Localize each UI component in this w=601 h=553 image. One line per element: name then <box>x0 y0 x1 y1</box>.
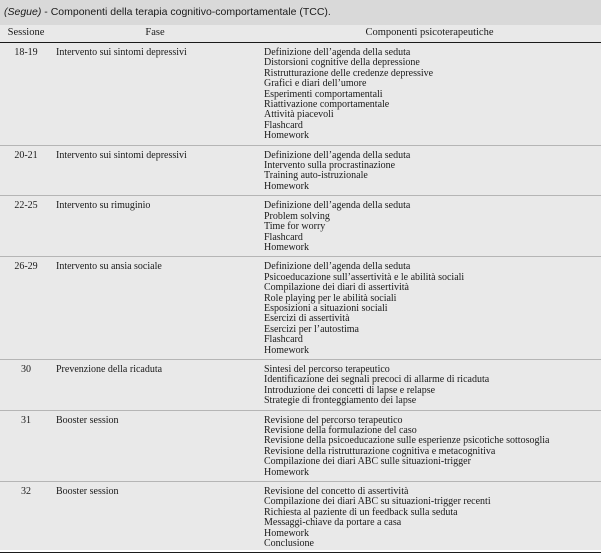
components-cell <box>258 410 601 481</box>
component-item: Definizione dell’agenda della seduta <box>264 200 411 212</box>
header-sessions: Sessione <box>0 25 52 43</box>
table-caption <box>0 0 601 25</box>
component-item: Homework <box>264 527 309 539</box>
component-item: Definizione dell’agenda della seduta <box>264 261 411 273</box>
session-cell: 30 <box>0 359 52 410</box>
component-item: Compilazione dei diari di assertività <box>264 282 409 294</box>
component-item: Intervento sulla procrastinazione <box>264 160 396 172</box>
components-cell <box>258 43 601 146</box>
component-item: Esperimenti comportamentali <box>264 88 383 100</box>
component-item: Ristrutturazione delle credenze depressive <box>264 67 434 79</box>
component-item: Psicoeducazione sull’assertività e le abilità sociali <box>264 271 465 283</box>
phase-cell: Intervento su ansia sociale <box>52 257 258 360</box>
phase-cell: Intervento sui sintomi depressivi <box>52 145 258 196</box>
phase-cell: Intervento sui sintomi depressivi <box>52 43 258 146</box>
table-row <box>0 43 601 146</box>
table-row <box>0 482 601 553</box>
components-cell <box>258 257 601 360</box>
components-cell <box>258 145 601 196</box>
component-item: Homework <box>264 241 309 253</box>
component-item: Homework <box>264 344 309 356</box>
phase-cell: Intervento su rimuginio <box>52 196 258 257</box>
component-item: Conclusione <box>264 538 314 550</box>
table-body <box>0 43 601 553</box>
component-item: Problem solving <box>264 210 330 222</box>
component-item: Homework <box>264 180 309 192</box>
table-row <box>0 410 601 481</box>
component-item: Time for worry <box>264 221 326 233</box>
component-item: Compilazione dei diari ABC sulle situazioni-trigger <box>264 456 471 468</box>
component-item: Homework <box>264 466 309 478</box>
components-cell <box>258 359 601 410</box>
table-header-row <box>0 25 601 43</box>
component-item: Homework <box>264 130 309 142</box>
component-item: Esercizi di assertività <box>264 313 350 325</box>
component-item: Revisione del concetto di assertività <box>264 486 409 498</box>
component-item: Definizione dell’agenda della seduta <box>264 149 411 161</box>
session-cell: 26-29 <box>0 257 52 360</box>
component-item: Introduzione dei concetti di lapse e relapse <box>264 384 436 396</box>
session-cell: 18-19 <box>0 43 52 146</box>
component-item: Messaggi-chiave da portare a casa <box>264 517 402 529</box>
component-item: Definizione dell’agenda della seduta <box>264 47 411 58</box>
phase-cell: Prevenzione della ricaduta <box>52 359 258 410</box>
session-cell: 32 <box>0 482 52 553</box>
component-item: Revisione della ristrutturazione cognitiva e metacognitiva <box>264 445 496 457</box>
phase-cell: Booster session <box>52 482 258 553</box>
component-item: Revisione del percorso terapeutico <box>264 414 403 426</box>
component-item: Richiesta al paziente di un feedback sulla seduta <box>264 506 458 518</box>
component-item: Compilazione dei diari ABC su situazioni-trigger recenti <box>264 496 491 508</box>
table-row <box>0 196 601 257</box>
phase-cell: Booster session <box>52 410 258 481</box>
component-item: Training auto-istruzionale <box>264 170 368 182</box>
component-item: Attività piacevoli <box>264 109 334 121</box>
component-item: Identificazione dei segnali precoci di allarme di ricaduta <box>264 374 490 386</box>
component-item: Flashcard <box>264 231 303 243</box>
component-item: Strategie di fronteggiamento dei lapse <box>264 395 417 407</box>
table-row <box>0 145 601 196</box>
caption-title: - Componenti della terapia cognitivo-comportamentale (TCC). <box>41 6 331 18</box>
header-components: Componenti psicoterapeutiche <box>258 25 601 43</box>
component-item: Revisione della psicoeducazione sulle esperienze psicotiche sottosoglia <box>264 435 550 447</box>
caption-prefix: (Segue) <box>4 6 42 18</box>
session-cell: 31 <box>0 410 52 481</box>
header-phase: Fase <box>52 25 258 43</box>
session-cell: 20-21 <box>0 145 52 196</box>
component-item: Role playing per le abilità sociali <box>264 292 397 304</box>
table-row <box>0 359 601 410</box>
component-item: Flashcard <box>264 334 303 346</box>
component-item: Esposizioni a situazioni sociali <box>264 302 388 314</box>
table-row <box>0 257 601 360</box>
component-item: Revisione della formulazione del caso <box>264 425 417 436</box>
components-cell <box>258 482 601 553</box>
session-cell: 22-25 <box>0 196 52 257</box>
component-item: Riattivazione comportamentale <box>264 99 390 111</box>
therapy-components-table <box>0 25 601 553</box>
component-item: Esercizi per l’autostima <box>264 323 359 335</box>
components-cell <box>258 196 601 257</box>
component-item: Grafici e diari dell’umore <box>264 78 367 90</box>
component-item: Flashcard <box>264 119 303 131</box>
component-item: Sintesi del percorso terapeutico <box>264 363 390 375</box>
component-item: Distorsioni cognitive della depressione <box>264 57 420 69</box>
